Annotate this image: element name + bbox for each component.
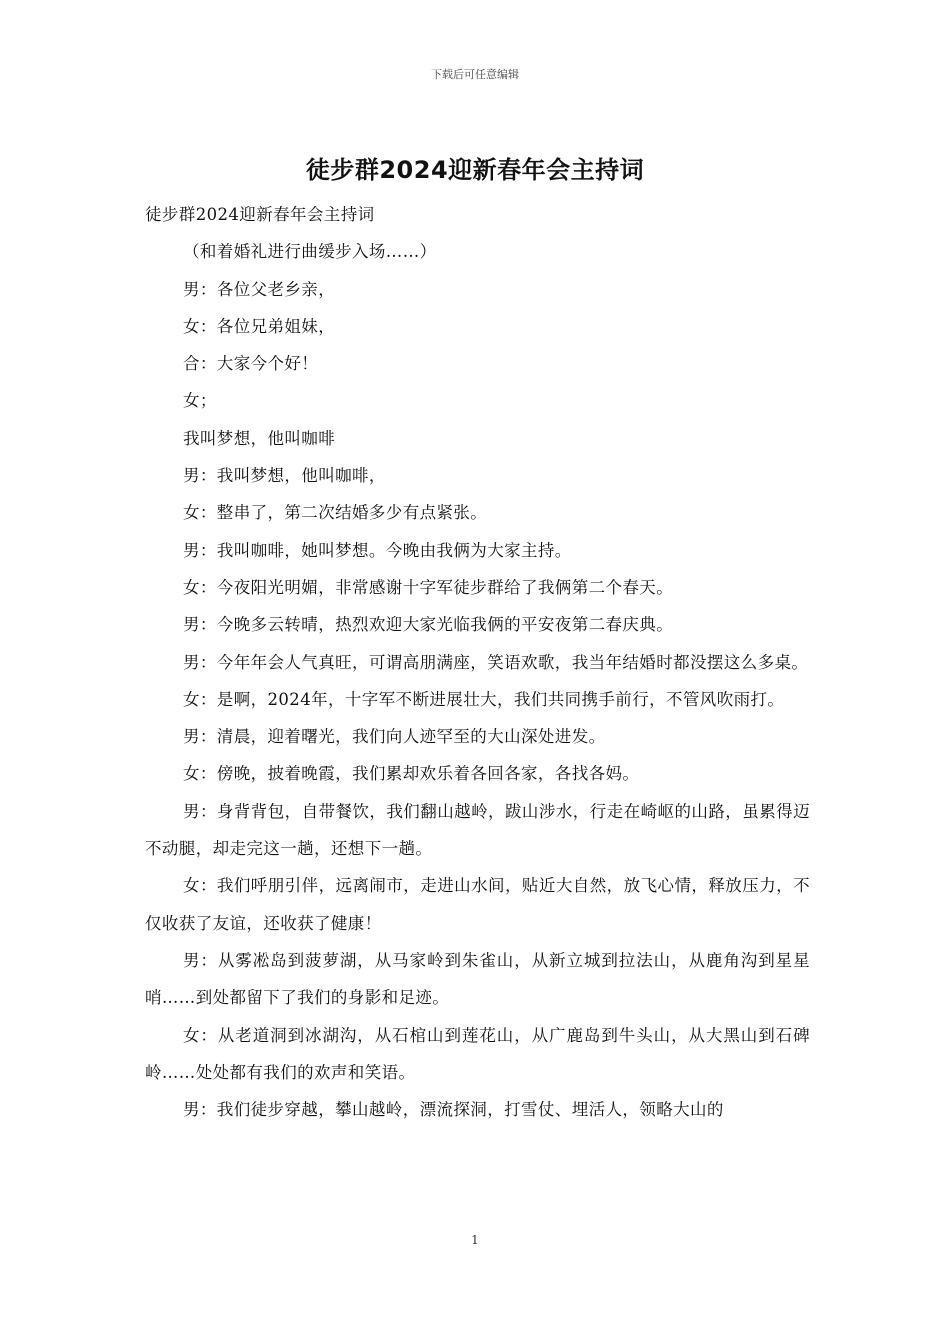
paragraph: 女：是啊，2024年，十字军不断进展壮大，我们共同携手前行，不管风吹雨打。 bbox=[183, 689, 785, 709]
paragraph: 女：我们呼朋引伴，远离闹市，走进山水间，贴近大自然，放飞心情，释放压力，不仅收获了友谊，还收获了健康！ bbox=[145, 876, 810, 933]
paragraph: 男：我们徒步穿越，攀山越岭，漂流探洞，打雪仗、埋活人，领略大山的 bbox=[183, 1100, 724, 1120]
paragraph: 我叫梦想，他叫咖啡 bbox=[183, 428, 336, 448]
document-title: 徒步群2024迎新春年会主持词 bbox=[305, 156, 645, 184]
paragraph: 女：各位兄弟姐妹， bbox=[183, 316, 336, 336]
paragraph: 女； bbox=[183, 391, 217, 411]
page-number: 1 bbox=[471, 1233, 479, 1247]
paragraph: 合：大家今个好！ bbox=[183, 354, 319, 374]
paragraph: 男：各位父老乡亲， bbox=[183, 279, 336, 299]
paragraph: 男：清晨，迎着曙光，我们向人迹罕至的大山深处进发。 bbox=[183, 727, 606, 747]
paragraph: 徒步群2024迎新春年会主持词 bbox=[145, 205, 375, 224]
paragraph: 男：从雾凇岛到菠萝湖，从马家岭到朱雀山，从新立城到拉法山，从鹿角沟到星星哨……到处都留下了我们的身影和足迹。 bbox=[145, 950, 810, 1008]
paragraph: 女：整串了，第二次结婚多少有点紧张。 bbox=[183, 503, 488, 523]
paragraph: 男：我叫咖啡，她叫梦想。今晚由我俩为大家主持。 bbox=[183, 540, 572, 560]
paragraph: 男：我叫梦想，他叫咖啡， bbox=[183, 466, 386, 486]
paragraph: （和着婚礼进行曲缓步入场……） bbox=[183, 242, 437, 262]
document-body bbox=[145, 196, 810, 1128]
paragraph: 女：今夜阳光明媚，非常感谢十字军徒步群给了我俩第二个春天。 bbox=[183, 577, 674, 597]
paragraph: 女：从老道洞到冰湖沟，从石棺山到莲花山，从广鹿岛到牛头山，从大黑山到石碑岭……处处都有我们的欢声和笑语。 bbox=[145, 1025, 810, 1082]
paragraph: 男：今年年会人气真旺，可谓高朋满座，笑语欢歌，我当年结婚时都没摆这么多桌。 bbox=[183, 652, 809, 672]
paragraph: 女：傍晚，披着晚霞，我们累却欢乐着各回各家，各找各妈。 bbox=[183, 764, 640, 784]
paragraph: 男：身背背包，自带餐饮，我们翻山越岭，跋山涉水，行走在崎岖的山路，虽累得迈不动腿，却走完这一趟，还想下一趟。 bbox=[145, 801, 810, 859]
paragraph: 男：今晚多云转晴，热烈欢迎大家光临我俩的平安夜第二春庆典。 bbox=[183, 615, 674, 635]
page-header: 下载后可任意编辑 bbox=[431, 68, 519, 81]
